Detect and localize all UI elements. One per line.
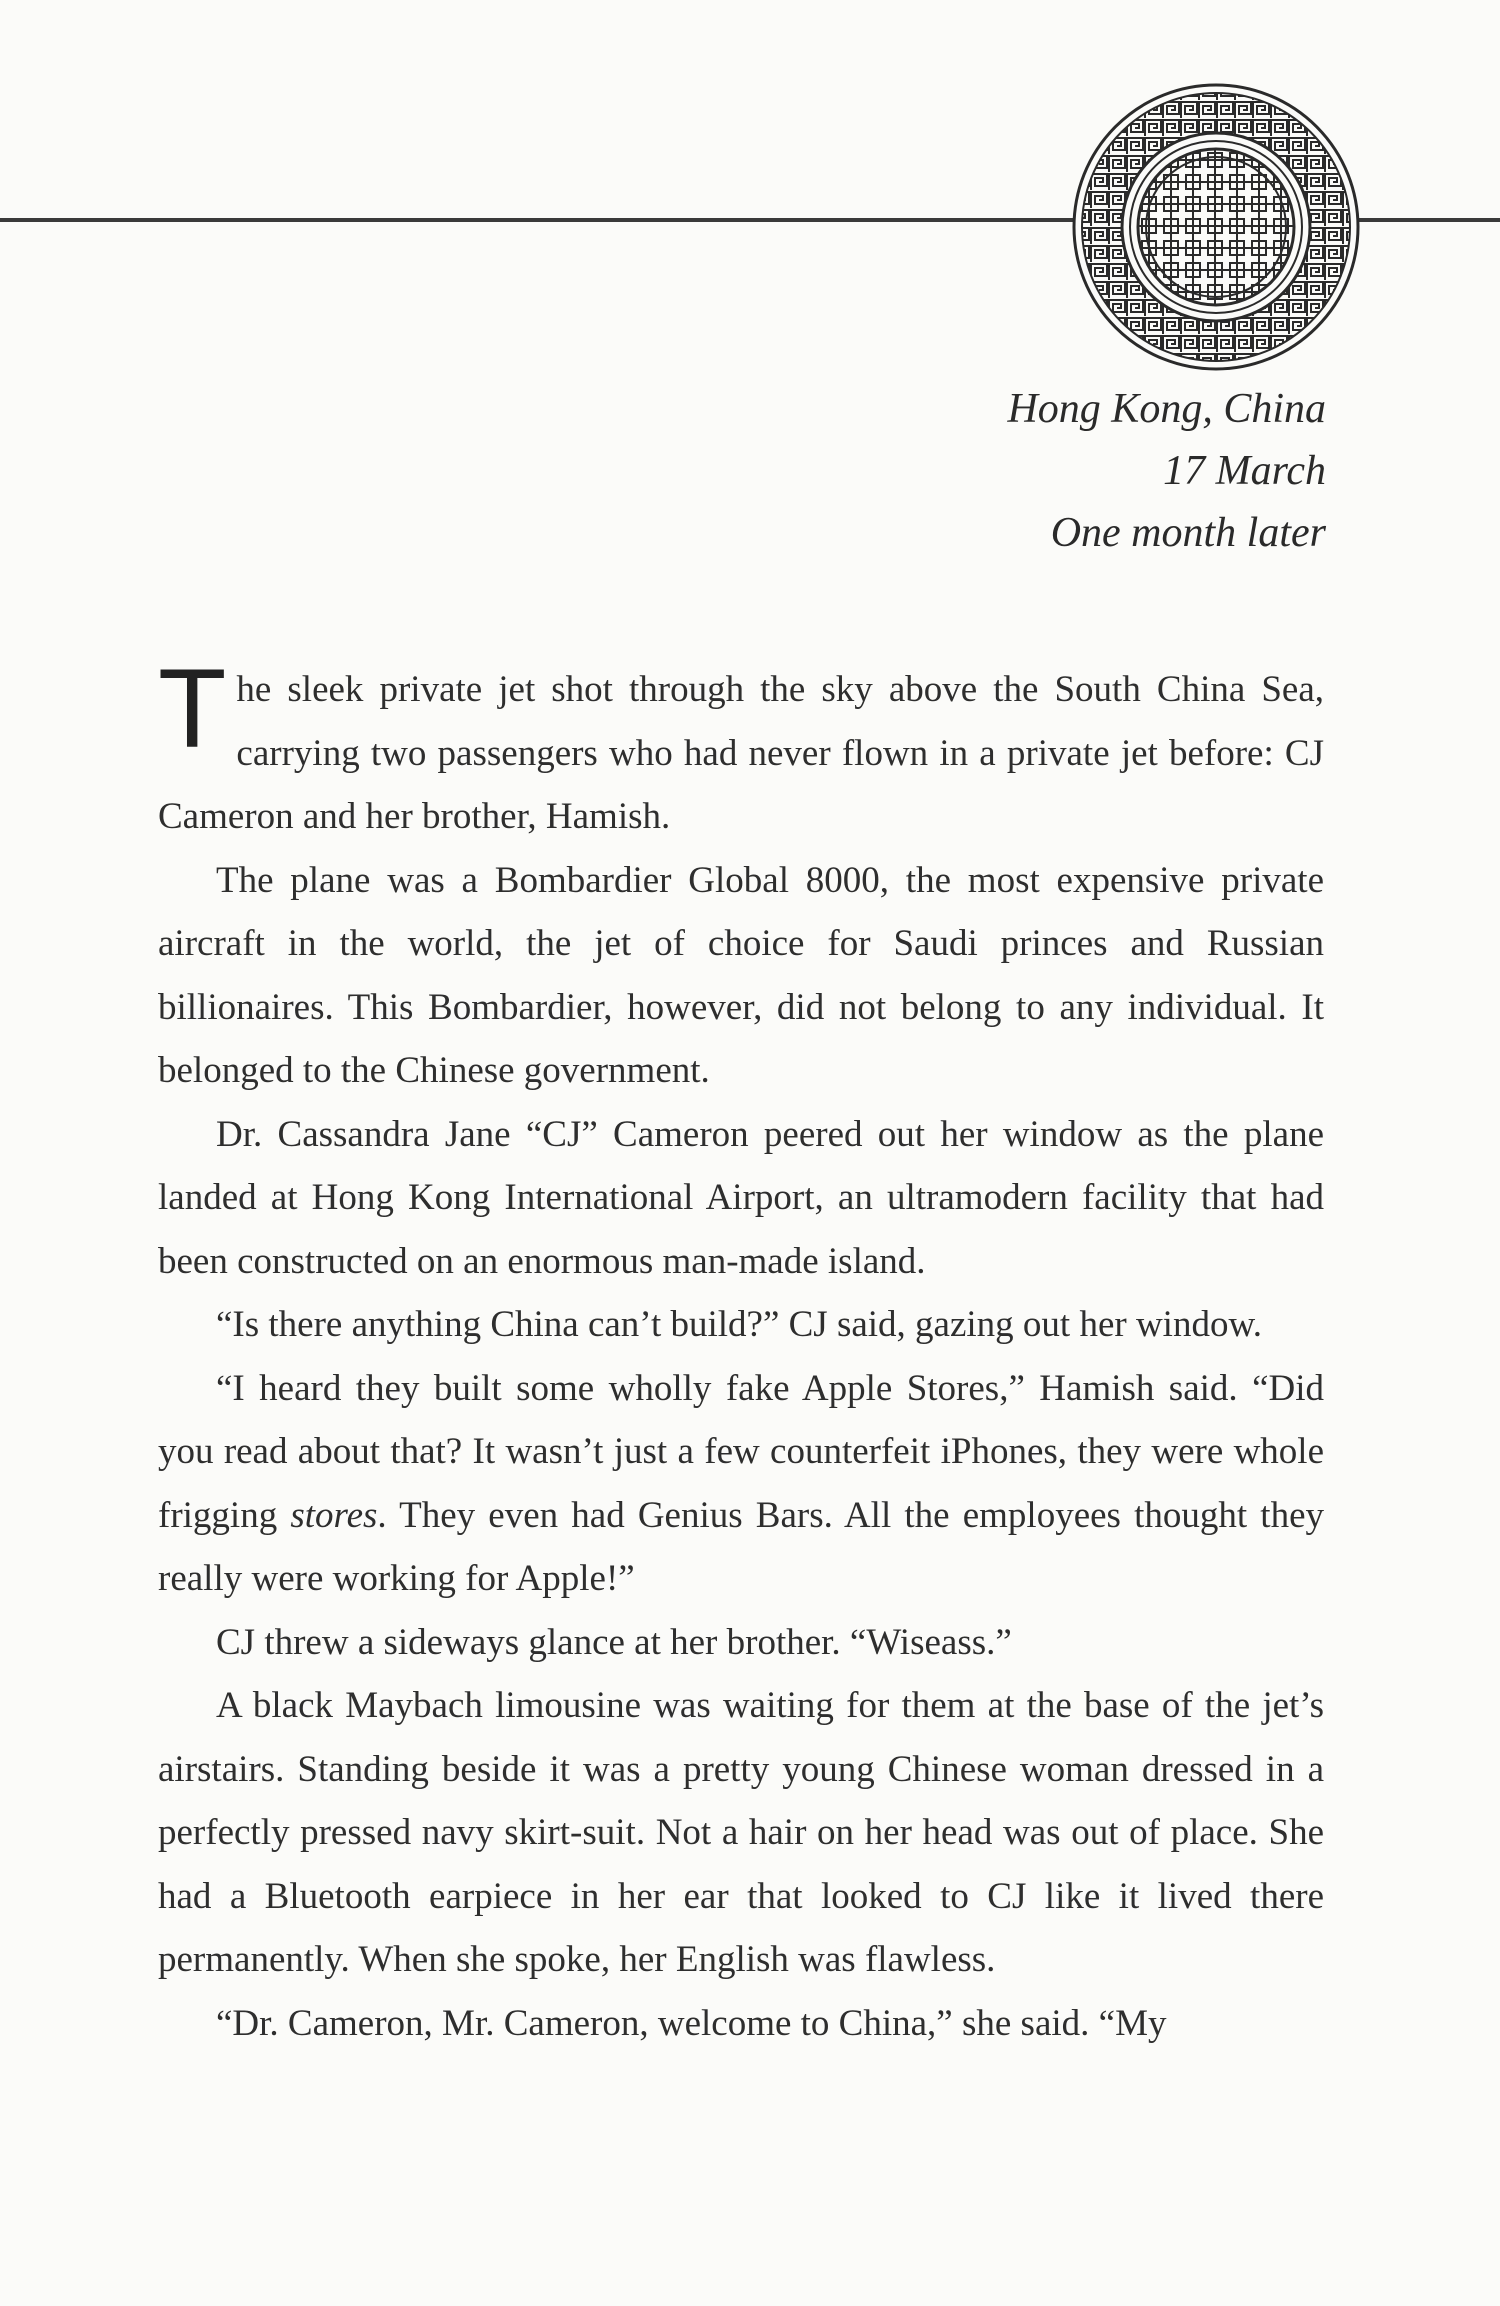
dateline-date: 17 March bbox=[1163, 448, 1326, 494]
paragraph-5 bbox=[158, 1357, 1324, 1611]
paragraph-5-text-b: . They even had Genius Bars. All the employees thought they really were working for Apple!” bbox=[158, 1494, 1325, 1599]
paragraph-1-text: he sleek private jet shot through the sky above the South China Sea, carrying two passengers who had never flown in a private jet before: CJ Cameron and her brother, Hamish. bbox=[158, 669, 1324, 837]
drop-cap: T bbox=[158, 646, 227, 771]
paragraph-1 bbox=[158, 646, 1324, 849]
paragraph-4: “Is there anything China can’t build?” CJ said, gazing out her window. bbox=[216, 1304, 1263, 1345]
chinese-fret-medallion-icon bbox=[1072, 83, 1360, 371]
paragraph-6: CJ threw a sideways glance at her brother. “Wiseass.” bbox=[216, 1621, 1012, 1663]
paragraph-5-emphasis: stores bbox=[290, 1494, 378, 1536]
paragraph-8: “Dr. Cameron, Mr. Cameron, welcome to China,” she said. “My bbox=[216, 2002, 1167, 2044]
dateline bbox=[1007, 378, 1326, 564]
paragraph-7: A black Maybach limousine was waiting for them at the base of the jet’s airstairs. Standing beside it was a pretty young Chinese woman dressed in a perfectly pressed navy skirt-suit. Not a hair on her head was out of place. She had a Bluetooth earpiece in her ear that looked to CJ like it lived there permanently. When she spoke, her English was flawless. bbox=[158, 1685, 1324, 1980]
chapter-body bbox=[158, 646, 1325, 2055]
paragraph-2: The plane was a Bombardier Global 8000, the most expensive private aircraft in the world, the jet of choice for Saudi princes and Russian billionaires. This Bombardier, however, did not belong to any individual. It belonged to the Chinese government. bbox=[158, 859, 1324, 1091]
dateline-place: Hong Kong, China bbox=[1007, 386, 1326, 432]
paragraph-5-text-a: “I heard they built some wholly fake Apple Stores,” Hamish said. “Did you read about that? It wasn’t just a few counterfeit iPhones, they were whole frigging bbox=[158, 1367, 1324, 1536]
dateline-note: One month later bbox=[1050, 510, 1326, 556]
paragraph-3: Dr. Cassandra Jane “CJ” Cameron peered out her window as the plane landed at Hong Kong International Airport, an ultramodern facility that had been constructed on an enormous man-made island. bbox=[158, 1113, 1324, 1282]
